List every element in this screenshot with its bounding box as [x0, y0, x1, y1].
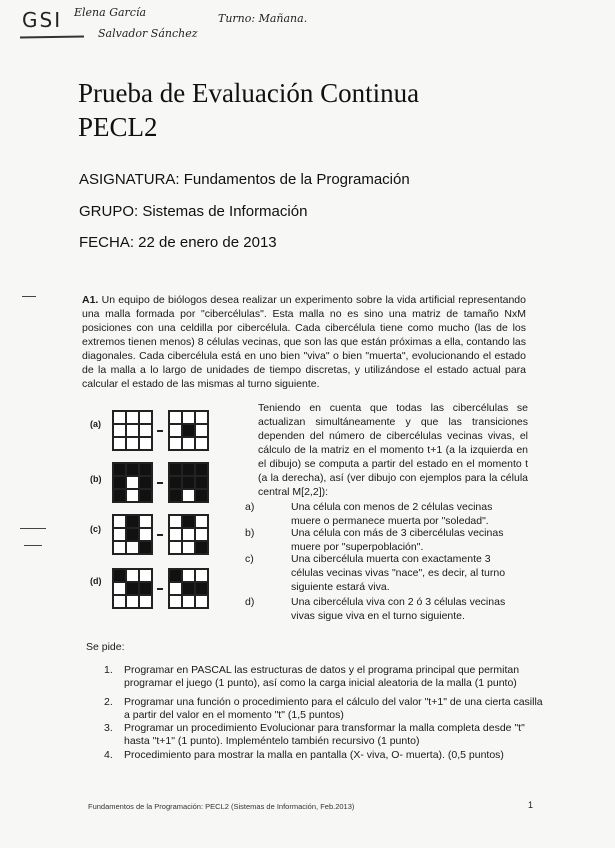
grid-t-plus-1: [112, 410, 153, 451]
grid-cell: [169, 411, 182, 424]
rule-letter: d): [245, 596, 255, 608]
grid-cell: [126, 541, 139, 554]
grid-cell: [126, 411, 139, 424]
page-title: [78, 76, 419, 144]
grid-cell: [113, 569, 126, 582]
grid-cell: [182, 582, 195, 595]
grid-t: [168, 410, 209, 451]
grid-cell: [126, 515, 139, 528]
handwritten-name-2: Salvador Sánchez: [98, 27, 198, 40]
grid-cell: [195, 569, 208, 582]
grid-cell: [113, 424, 126, 437]
grid-cell: [139, 424, 152, 437]
se-pide-heading: Se pide:: [86, 641, 125, 653]
grid-cell: [139, 582, 152, 595]
page-footer: Fundamentos de la Programación: PECL2 (Sistemas de Información, Feb.2013): [88, 802, 355, 811]
grid-cell: [195, 476, 208, 489]
grid-cell: [195, 437, 208, 450]
task-number: 4.: [104, 749, 113, 761]
grid-cell: [113, 582, 126, 595]
grid-cell: [182, 569, 195, 582]
grid-cell: [126, 437, 139, 450]
rule-letter: c): [245, 553, 254, 565]
grid-cell: [139, 595, 152, 608]
rules-intro: Teniendo en cuenta que todas las cibercélulas se actualizan simultáneamente y que las transiciones dependen del número de cibercélulas vecinas vivas, el cálculo de la matriz en el momento t+1 (a la izquierda en el dibujo) se computa a partir del estado en el momento t (a la derecha), así (ver dibujo con ejemplos para la célula central M[2,2]):: [258, 402, 528, 498]
grid-cell: [113, 541, 126, 554]
diagram-label-d: (d): [90, 576, 102, 586]
grid-cell: [126, 582, 139, 595]
grid-cell: [195, 515, 208, 528]
scan-mark: [22, 296, 36, 297]
grid-cell: [139, 489, 152, 502]
rule-letter: b): [245, 527, 255, 539]
grid-cell: [113, 476, 126, 489]
task-number: 3.: [104, 722, 113, 734]
grid-cell: [169, 476, 182, 489]
grid-cell: [182, 437, 195, 450]
grid-t-plus-1: [112, 514, 153, 555]
grid-cell: [182, 424, 195, 437]
grid-cell: [126, 569, 139, 582]
task-text: Programar una función o procedimiento para el cálculo del valor "t+1" de una cierta casilla a partir del valor en el momento "t" (1,5 puntos): [124, 696, 543, 721]
rule-text: Una cibercélula viva con 2 ó 3 células vecinas vivas sigue viva en el turno siguiente.: [291, 596, 506, 622]
diagram-label-b: (b): [90, 474, 102, 484]
page-number: 1: [528, 800, 534, 810]
handwritten-underline: [20, 35, 84, 38]
grid-cell: [182, 489, 195, 502]
arrow-icon: [157, 588, 163, 590]
grid-cell: [169, 515, 182, 528]
handwritten-name-1: Elena García: [74, 6, 147, 19]
grid-cell: [139, 515, 152, 528]
intro-label: A1.: [82, 294, 99, 306]
grid-cell: [182, 541, 195, 554]
rule-text: Una cibercélula muerta con exactamente 3 células vecinas vivas "nace", es decir, al turno siguiente estará viva.: [291, 553, 506, 593]
scan-mark: [24, 545, 42, 546]
grid-cell: [113, 437, 126, 450]
handwritten-gsi: GSI: [22, 8, 63, 32]
rule-text: Una célula con menos de 2 células vecinas muere o permanece muerta por "soledad".: [291, 501, 493, 527]
grid-cell: [126, 528, 139, 541]
grid-cell: [139, 569, 152, 582]
grid-cell: [113, 515, 126, 528]
diagram-label-a: (a): [90, 419, 101, 429]
grid-cell: [126, 424, 139, 437]
grid-cell: [195, 463, 208, 476]
grid-cell: [169, 437, 182, 450]
rule-letter: a): [245, 501, 255, 513]
title-line-2: PECL2: [78, 112, 158, 142]
arrow-icon: [157, 430, 163, 432]
grid-cell: [169, 424, 182, 437]
grid-cell: [195, 528, 208, 541]
grid-t: [168, 514, 209, 555]
grid-cell: [169, 582, 182, 595]
grid-cell: [113, 595, 126, 608]
grupo: GRUPO: Sistemas de Información: [79, 203, 308, 220]
task-number: 1.: [104, 664, 113, 676]
grid-cell: [139, 541, 152, 554]
grid-cell: [169, 541, 182, 554]
grid-cell: [195, 489, 208, 502]
arrow-icon: [157, 482, 163, 484]
grid-cell: [126, 476, 139, 489]
intro-text: Un equipo de biólogos desea realizar un experimento sobre la vida artificial representando una malla formada por "cibercélulas". Esta malla no es sino una matriz de tamaño NxM posiciones con una celdilla por cibercélula. Cada cibercélula tiene como mucho (las de los extremos tienen menos) 8 células vecinas, que son las que están próximas a ella, contando las diagonales. Cada cibercélula está en uno bien "viva" o bien "muerta", evolucionando el estado de la malla a lo largo de unidades de tiempo discretas, y utilizándose el estado actual para calcular el estado de las mismas al turno siguiente.: [82, 294, 526, 390]
grid-cell: [139, 463, 152, 476]
title-line-1: Prueba de Evaluación Continua: [78, 78, 420, 108]
grid-cell: [169, 489, 182, 502]
grid-cell: [182, 463, 195, 476]
asignatura: ASIGNATURA: Fundamentos de la Programación: [79, 171, 410, 188]
diagram-label-c: (c): [90, 524, 101, 534]
grid-cell: [182, 515, 195, 528]
grid-cell: [182, 528, 195, 541]
task-number: 2.: [104, 696, 113, 708]
grid-cell: [139, 528, 152, 541]
grid-cell: [169, 595, 182, 608]
grid-cell: [113, 528, 126, 541]
grid-cell: [195, 424, 208, 437]
grid-cell: [195, 541, 208, 554]
grid-cell: [113, 411, 126, 424]
grid-cell: [113, 489, 126, 502]
grid-t-plus-1: [112, 568, 153, 609]
grid-t: [168, 462, 209, 503]
task-text: Procedimiento para mostrar la malla en pantalla (X- viva, O- muerta). (0,5 puntos): [124, 749, 504, 761]
grid-cell: [169, 569, 182, 582]
grid-cell: [195, 595, 208, 608]
grid-cell: [126, 595, 139, 608]
task-text: Programar en PASCAL las estructuras de datos y el programa principal que permitan programar el juego (1 punto), así como la carga inicial aleatoria de la malla (1 punto): [124, 664, 520, 689]
grid-cell: [169, 463, 182, 476]
handwritten-turno: Turno: Mañana.: [218, 12, 308, 25]
grid-cell: [182, 476, 195, 489]
grid-cell: [139, 437, 152, 450]
arrow-icon: [157, 534, 163, 536]
grid-cell: [126, 489, 139, 502]
grid-cell: [139, 411, 152, 424]
grid-cell: [113, 463, 126, 476]
grid-t-plus-1: [112, 462, 153, 503]
scan-mark: [20, 528, 46, 529]
grid-cell: [182, 411, 195, 424]
grid-cell: [126, 463, 139, 476]
grid-cell: [195, 582, 208, 595]
fecha: FECHA: 22 de enero de 2013: [79, 234, 277, 251]
grid-cell: [139, 476, 152, 489]
task-text: Programar un procedimiento Evolucionar para transformar la malla completa desde "t" hasta "t+1" (1 punto). Impleméntelo también recursivo (1 punto): [124, 722, 525, 747]
grid-cell: [169, 528, 182, 541]
intro-paragraph: [82, 293, 526, 391]
grid-cell: [195, 411, 208, 424]
grid-t: [168, 568, 209, 609]
rule-text: Una célula con más de 3 cibercélulas vecinas muere por "superpoblación".: [291, 527, 504, 553]
grid-cell: [182, 595, 195, 608]
